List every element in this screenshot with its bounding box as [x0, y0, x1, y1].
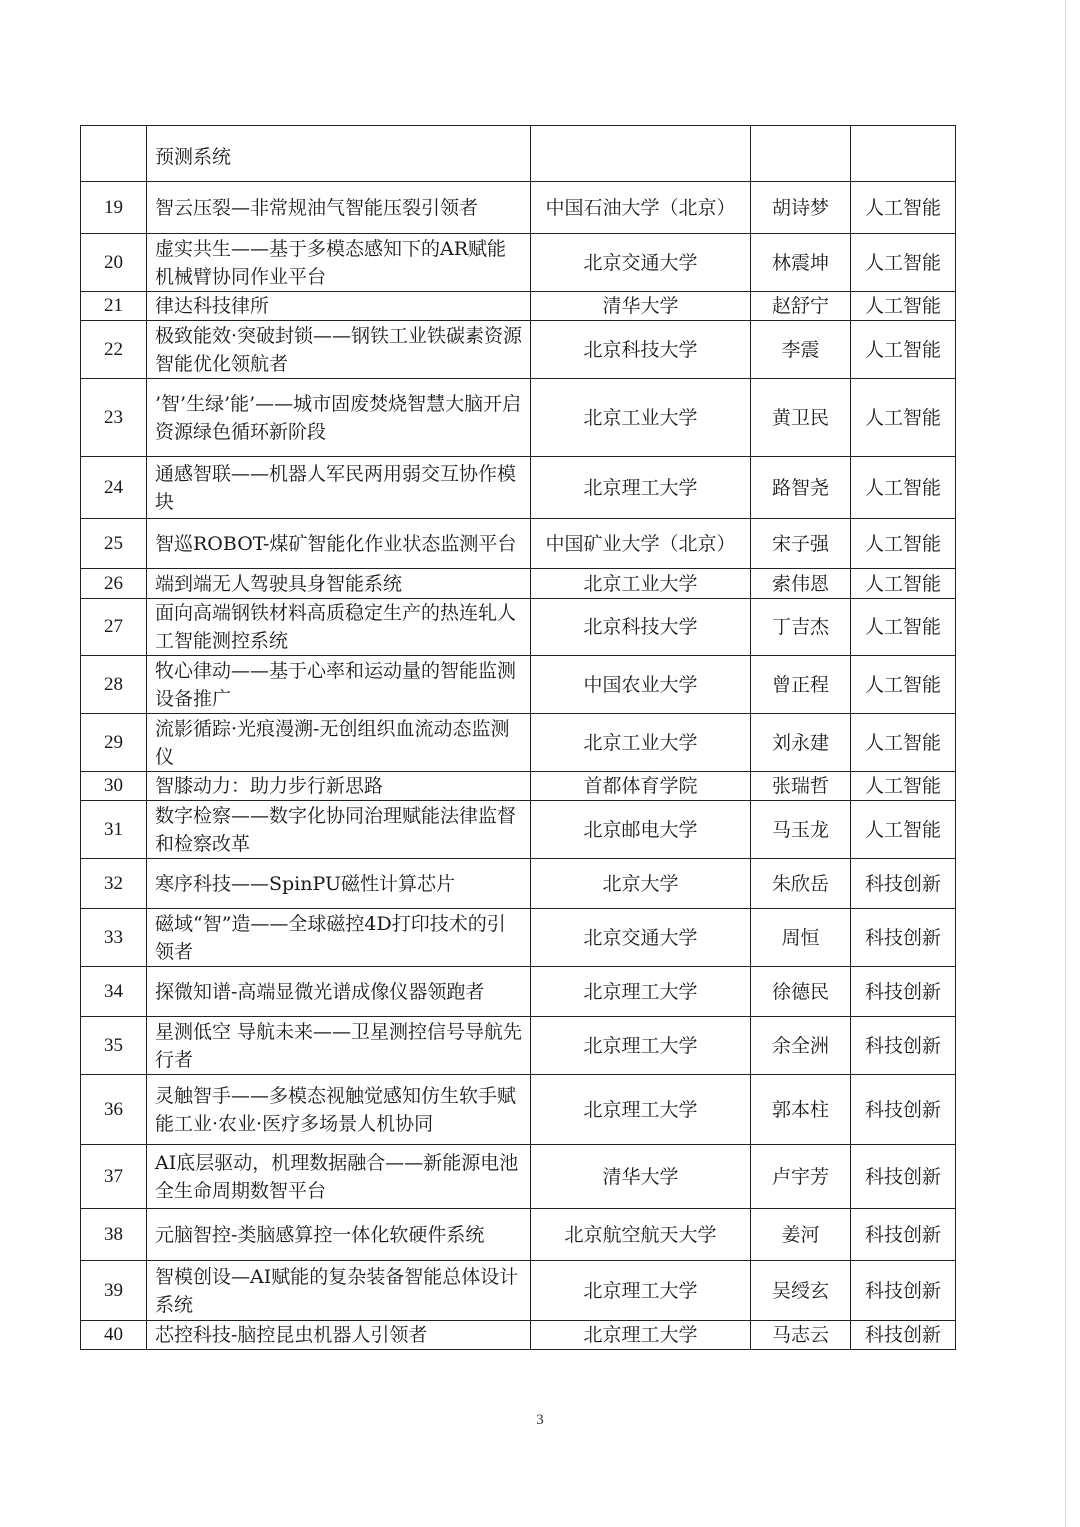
cell-school: 北京科技大学	[531, 599, 751, 656]
table-row	[81, 599, 956, 656]
cell-category: 人工智能	[851, 292, 956, 321]
cell-school: 中国石油大学（北京）	[531, 182, 751, 234]
cell-no: 36	[81, 1075, 147, 1145]
cell-school	[531, 126, 751, 182]
cell-school: 北京工业大学	[531, 569, 751, 599]
cell-school: 北京大学	[531, 859, 751, 909]
cell-person: 马玉龙	[751, 801, 851, 859]
cell-no: 20	[81, 234, 147, 292]
cell-school: 北京邮电大学	[531, 801, 751, 859]
table-row	[81, 1261, 956, 1321]
table-row	[81, 1321, 956, 1350]
cell-no: 31	[81, 801, 147, 859]
table-row	[81, 321, 956, 379]
cell-school: 北京理工大学	[531, 1321, 751, 1350]
cell-category: 人工智能	[851, 519, 956, 569]
cell-project-name: 律达科技律所	[147, 292, 531, 321]
table-row	[81, 1017, 956, 1075]
cell-person: 路智尧	[751, 457, 851, 519]
cell-no: 22	[81, 321, 147, 379]
cell-project-name: AI底层驱动，机理数据融合——新能源电池全生命周期数智平台	[147, 1145, 531, 1209]
cell-project-name: 数字检察——数字化协同治理赋能法律监督和检察改革	[147, 801, 531, 859]
cell-category: 科技创新	[851, 1017, 956, 1075]
table-row	[81, 909, 956, 967]
table-row	[81, 1075, 956, 1145]
cell-person	[751, 126, 851, 182]
cell-no: 26	[81, 569, 147, 599]
cell-person: 赵舒宁	[751, 292, 851, 321]
cell-project-name: 端到端无人驾驶具身智能系统	[147, 569, 531, 599]
cell-person: 宋子强	[751, 519, 851, 569]
table-row	[81, 714, 956, 772]
table-row	[81, 967, 956, 1017]
cell-project-name: 虚实共生——基于多模态感知下的AR赋能机械臂协同作业平台	[147, 234, 531, 292]
cell-no: 25	[81, 519, 147, 569]
cell-school: 北京交通大学	[531, 234, 751, 292]
cell-project-name: 预测系统	[147, 126, 531, 182]
cell-person: 胡诗梦	[751, 182, 851, 234]
cell-no: 38	[81, 1209, 147, 1261]
cell-school: 北京理工大学	[531, 967, 751, 1017]
cell-category: 科技创新	[851, 859, 956, 909]
cell-project-name: 寒序科技——SpinPU磁性计算芯片	[147, 859, 531, 909]
table-row	[81, 1209, 956, 1261]
cell-category: 人工智能	[851, 714, 956, 772]
cell-school: 北京工业大学	[531, 714, 751, 772]
cell-category: 科技创新	[851, 1075, 956, 1145]
table-row-continuation	[81, 126, 956, 182]
cell-project-name: 星测低空 导航未来——卫星测控信号导航先行者	[147, 1017, 531, 1075]
cell-school: 北京理工大学	[531, 457, 751, 519]
cell-no: 32	[81, 859, 147, 909]
cell-category: 人工智能	[851, 656, 956, 714]
table-row	[81, 234, 956, 292]
cell-school: 北京科技大学	[531, 321, 751, 379]
cell-person: 张瑞哲	[751, 772, 851, 801]
cell-category: 科技创新	[851, 1145, 956, 1209]
table-body	[81, 126, 956, 1350]
table-row	[81, 859, 956, 909]
cell-category: 人工智能	[851, 569, 956, 599]
cell-category: 人工智能	[851, 182, 956, 234]
cell-no: 37	[81, 1145, 147, 1209]
cell-project-name: 流影循踪·光痕漫溯-无创组织血流动态监测仪	[147, 714, 531, 772]
cell-category: 人工智能	[851, 379, 956, 457]
cell-category: 科技创新	[851, 1261, 956, 1321]
cell-no: 33	[81, 909, 147, 967]
cell-category: 科技创新	[851, 967, 956, 1017]
cell-category: 人工智能	[851, 599, 956, 656]
cell-category: 人工智能	[851, 801, 956, 859]
table-row	[81, 292, 956, 321]
table-row	[81, 569, 956, 599]
cell-project-name: 牧心律动——基于心率和运动量的智能监测设备推广	[147, 656, 531, 714]
cell-no: 30	[81, 772, 147, 801]
cell-category	[851, 126, 956, 182]
cell-school: 北京理工大学	[531, 1075, 751, 1145]
table-row	[81, 656, 956, 714]
cell-project-name: 芯控科技-脑控昆虫机器人引领者	[147, 1321, 531, 1350]
cell-person: 刘永建	[751, 714, 851, 772]
cell-person: 李震	[751, 321, 851, 379]
cell-no: 40	[81, 1321, 147, 1350]
cell-person: 徐德民	[751, 967, 851, 1017]
cell-category: 科技创新	[851, 1209, 956, 1261]
cell-project-name: 智云压裂—非常规油气智能压裂引领者	[147, 182, 531, 234]
cell-no: 39	[81, 1261, 147, 1321]
cell-project-name: 探微知谱-高端显微光谱成像仪器领跑者	[147, 967, 531, 1017]
cell-no: 35	[81, 1017, 147, 1075]
cell-person: 林震坤	[751, 234, 851, 292]
cell-category: 人工智能	[851, 772, 956, 801]
cell-no: 21	[81, 292, 147, 321]
cell-school: 清华大学	[531, 292, 751, 321]
cell-category: 人工智能	[851, 457, 956, 519]
cell-person: 卢宇芳	[751, 1145, 851, 1209]
cell-project-name: 智膝动力：助力步行新思路	[147, 772, 531, 801]
cell-project-name: 智巡ROBOT-煤矿智能化作业状态监测平台	[147, 519, 531, 569]
cell-person: 郭本柱	[751, 1075, 851, 1145]
cell-person: 朱欣岳	[751, 859, 851, 909]
cell-person: 索伟恩	[751, 569, 851, 599]
cell-person: 周恒	[751, 909, 851, 967]
table-row	[81, 801, 956, 859]
cell-category: 科技创新	[851, 909, 956, 967]
table-row	[81, 379, 956, 457]
cell-project-name: 极致能效·突破封锁——钢铁工业铁碳素资源智能优化领航者	[147, 321, 531, 379]
cell-no: 19	[81, 182, 147, 234]
cell-school: 北京理工大学	[531, 1017, 751, 1075]
cell-category: 人工智能	[851, 234, 956, 292]
table-row	[81, 457, 956, 519]
table-row	[81, 182, 956, 234]
scan-edge-line	[1065, 0, 1066, 1527]
cell-school: 首都体育学院	[531, 772, 751, 801]
cell-person: 曾正程	[751, 656, 851, 714]
cell-project-name: 灵触智手——多模态视触觉感知仿生软手赋能工业·农业·医疗多场景人机协同	[147, 1075, 531, 1145]
cell-person: 吴绶玄	[751, 1261, 851, 1321]
table-row	[81, 519, 956, 569]
cell-project-name: 通感智联——机器人军民两用弱交互协作模块	[147, 457, 531, 519]
cell-person: 丁吉杰	[751, 599, 851, 656]
table-row	[81, 772, 956, 801]
cell-project-name: 面向高端钢铁材料高质稳定生产的热连轧人工智能测控系统	[147, 599, 531, 656]
cell-person: 姜河	[751, 1209, 851, 1261]
table-row	[81, 1145, 956, 1209]
cell-category: 科技创新	[851, 1321, 956, 1350]
cell-no: 29	[81, 714, 147, 772]
cell-no: 28	[81, 656, 147, 714]
cell-person: 余全洲	[751, 1017, 851, 1075]
cell-project-name: 元脑智控-类脑感算控一体化软硬件系统	[147, 1209, 531, 1261]
cell-no: 24	[81, 457, 147, 519]
cell-school: 北京理工大学	[531, 1261, 751, 1321]
cell-school: 北京交通大学	[531, 909, 751, 967]
cell-school: 北京工业大学	[531, 379, 751, 457]
cell-category: 人工智能	[851, 321, 956, 379]
cell-project-name: 磁域“智”造——全球磁控4D打印技术的引领者	[147, 909, 531, 967]
cell-school: 中国矿业大学（北京）	[531, 519, 751, 569]
cell-school: 中国农业大学	[531, 656, 751, 714]
cell-person: 黄卫民	[751, 379, 851, 457]
cell-no: 23	[81, 379, 147, 457]
cell-no	[81, 126, 147, 182]
page-number: 3	[536, 1412, 544, 1428]
cell-person: 马志云	[751, 1321, 851, 1350]
cell-project-name: ’智’生绿’能’——城市固废焚烧智慧大脑开启资源绿色循环新阶段	[147, 379, 531, 457]
cell-no: 27	[81, 599, 147, 656]
cell-school: 北京航空航天大学	[531, 1209, 751, 1261]
project-table	[80, 125, 956, 1350]
cell-project-name: 智模创设—AI赋能的复杂装备智能总体设计系统	[147, 1261, 531, 1321]
cell-school: 清华大学	[531, 1145, 751, 1209]
cell-no: 34	[81, 967, 147, 1017]
